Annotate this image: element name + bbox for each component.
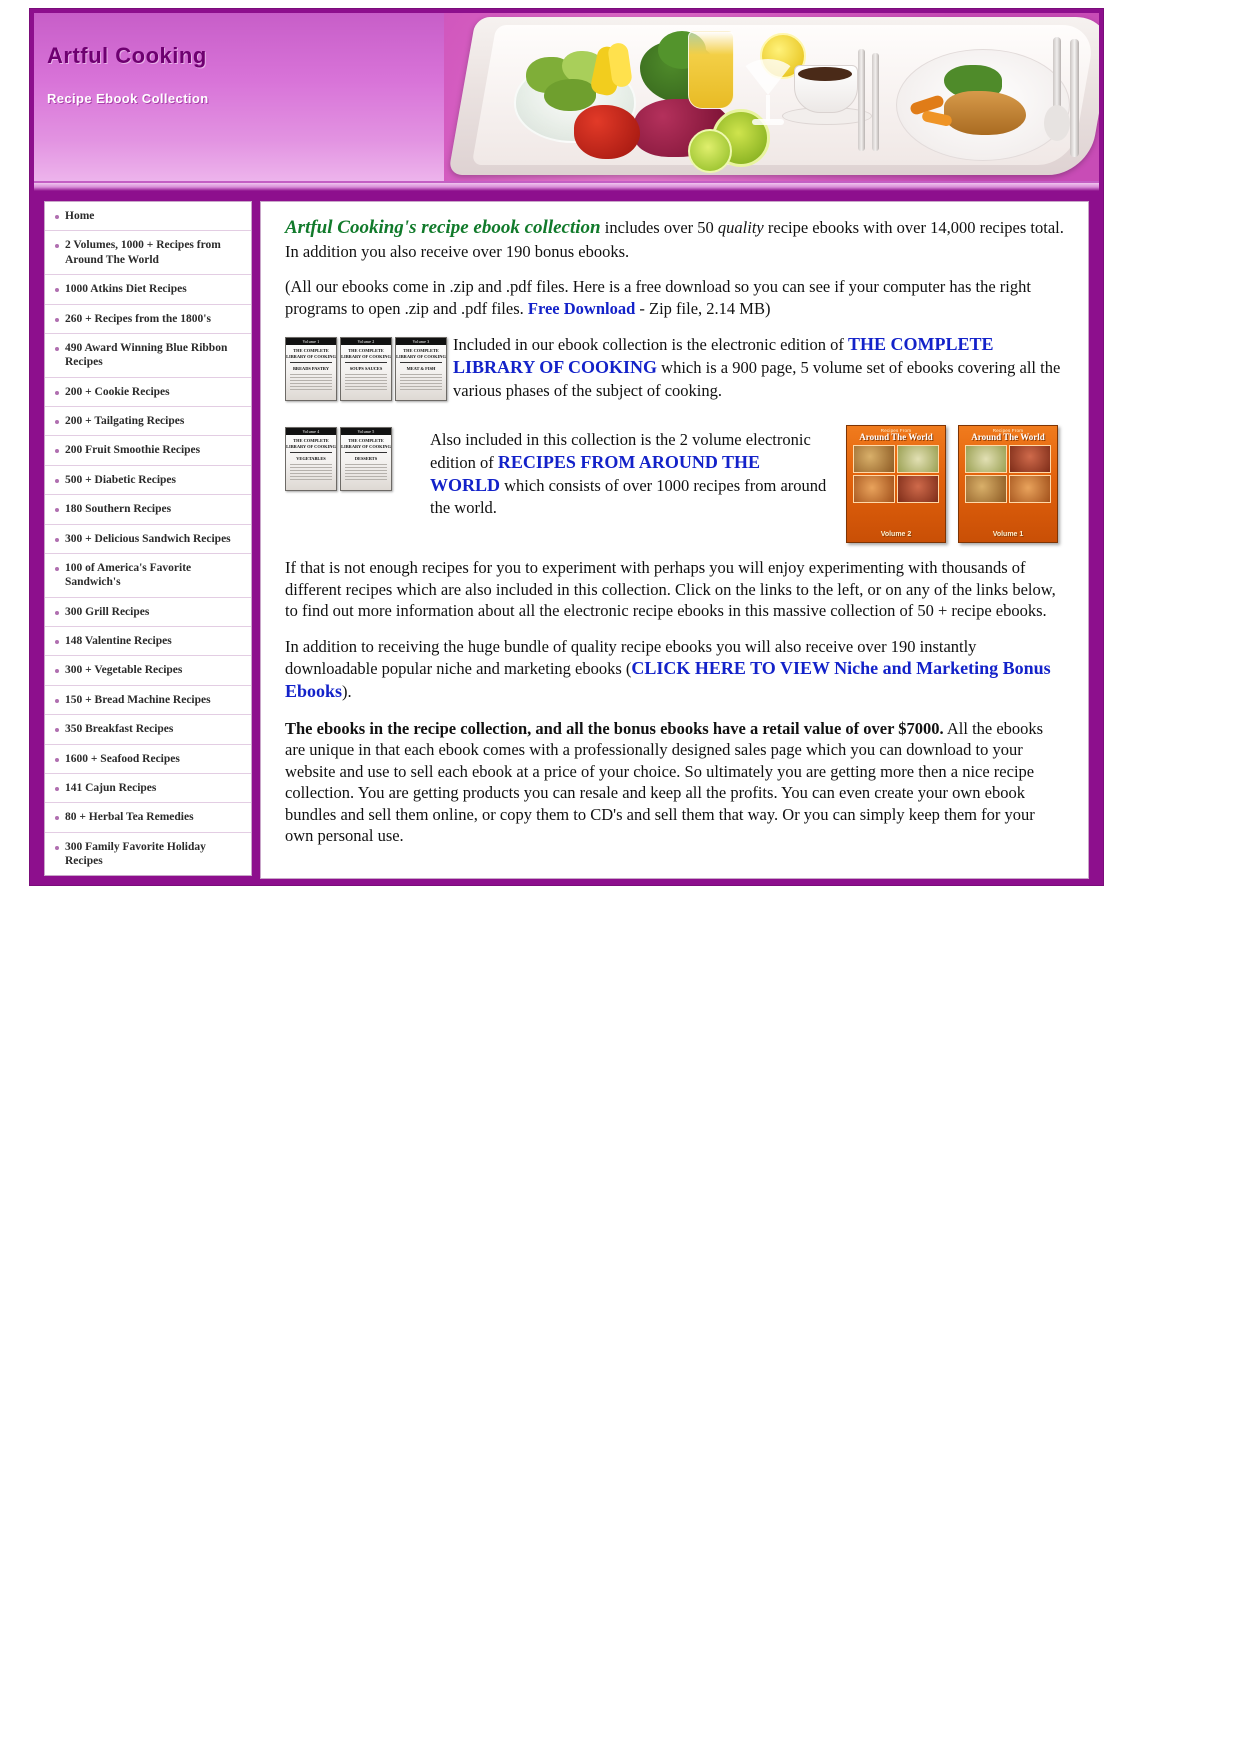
bullet-icon [55,347,59,351]
book-subtitle-text: VEGETABLES [296,456,326,462]
site-title: Artful Cooking [47,43,207,68]
coffee-liquid [798,67,852,81]
book-subtitle-text: SOUPS SAUCES [349,365,383,371]
red-pepper-icon [574,105,640,159]
book-rule [345,452,387,453]
book-title-text: THE COMPLETE LIBRARY OF COOKING [286,348,336,359]
sidebar-item-label: 300 + Vegetable Recipes [65,664,183,677]
sidebar-item-label: 1000 Atkins Diet Recipes [65,283,187,296]
library-part1: Included in our ebook collection is the electronic edition of [453,335,848,354]
bonus-ebooks-link[interactable]: CLICK HERE TO VIEW Niche and Marketing Bonus Ebooks [285,657,1051,702]
book-cover [285,427,337,491]
main-content [260,201,1089,879]
book-subtitle-text: DESSERTS [354,456,378,462]
book-title-text: THE COMPLETE LIBRARY OF COOKING [396,348,446,359]
martini-base [752,119,784,125]
library-part2: which is a 900 page, 5 volume set of ebooks covering all the various phases of the subject of cooking. [453,358,1061,400]
sidebar-item-home[interactable] [45,202,251,231]
sidebar-item-label: 500 + Diabetic Recipes [65,473,176,486]
sidebar-item-180-southern-recipes[interactable] [45,495,251,524]
bullet-icon [55,288,59,292]
book-volume-label: Volume 2 [880,531,912,539]
book-title-text: Around The World [859,432,933,443]
sidebar-item-label: 1600 + Seafood Recipes [65,752,180,765]
bullet-icon [55,538,59,542]
intro-paragraph [285,216,1064,262]
bonus-part1: In addition to receiving the huge bundle of quality recipe ebooks you will also receive over 190 instantly downloadable popular niche and marketing ebooks ( [285,636,977,678]
book-header-text: Recipes From [880,428,912,434]
fork-icon [858,49,865,151]
bullet-icon [55,816,59,820]
bullet-icon [55,391,59,395]
book-lines [400,374,442,390]
martini-glass-icon [740,59,796,95]
book-rule [345,362,387,363]
sidebar-item-label: 141 Cajun Recipes [65,781,157,794]
bullet-icon [55,449,59,453]
sidebar-item-label: 300 Grill Recipes [65,605,150,618]
sidebar-item-200-tailgating-recipes[interactable] [45,407,251,436]
sidebar-item-label: 260 + Recipes from the 1800's [65,312,211,325]
intro-part2: recipe ebooks with over 14,000 recipes total. In addition you also receive over 190 bonus ebooks. [285,218,1064,261]
sidebar-item-label: 490 Award Winning Blue Ribbon Recipes [65,341,228,369]
sidebar-item-label: 100 of America's Favorite Sandwich's [65,561,192,589]
fork-icon [872,53,879,151]
intro-part1: includes over 50 [600,218,718,237]
free-download-link[interactable]: Free Download [527,298,636,318]
more-recipes-paragraph: If that is not enough recipes for you to experiment with perhaps you will enjoy experimenting with thousands of different recipes which are also included in this collection. Click on the links to the left, or on any of the links below, to find out more information about all the electronic recipe ebooks in this massive collection of 50 + recipe ebooks. [285,558,1056,621]
sidebar-item-80-herbal-tea-remedies[interactable] [45,803,251,832]
site-container [29,8,1104,886]
bullet-icon [55,420,59,424]
book-title-text: THE COMPLETE LIBRARY OF COOKING [341,348,391,359]
around-world-book-cover [958,425,1058,543]
book-volume-label: Volume 5 [341,428,391,435]
bullet-icon [55,318,59,322]
sidebar-item-label: 2 Volumes, 1000 + Recipes from Around The World [65,239,221,266]
book-lines [290,374,332,390]
bullet-icon [55,567,59,571]
site-banner [34,13,1099,183]
book-cover [285,337,337,401]
formats-part1: (All our ebooks come in .zip and .pdf files. Here is a free download so you can see if your computer has the right programs to open .zip and .pdf files. [285,277,1031,318]
sidebar-item-148-valentine-recipes[interactable] [45,627,251,656]
sidebar-item-label: 148 Valentine Recipes [65,635,172,647]
sidebar-item-label: 350 Breakfast Recipes [65,723,174,736]
sidebar-item-label: Home [65,210,95,222]
value-bold-text: The ebooks in the recipe collection, and all the bonus ebooks have a retail value of over $7000. [285,718,944,738]
recipes-around-world-link[interactable]: RECIPES FROM AROUND THE WORLD [430,451,761,496]
book-title-text: Around The World [971,432,1045,443]
book-title-text: THE COMPLETE LIBRARY OF COOKING [286,438,336,450]
content-area [34,191,1099,879]
library-book-covers-row1 [285,337,445,399]
site-subtitle: Recipe Ebook Collection [47,91,209,106]
around-the-world-book-covers [846,425,1064,543]
sidebar-item-300-vegetable-recipes[interactable] [45,656,251,685]
sidebar-item-2-volumes-1000-recipes-from-around-the-world[interactable] [45,231,251,275]
bullet-icon [55,699,59,703]
sidebar-item-label: 150 + Bread Machine Recipes [65,693,211,706]
sidebar-item-141-cajun-recipes[interactable] [45,774,251,803]
sidebar-item-150-bread-machine-recipes[interactable] [45,686,251,715]
banner-divider [34,183,1099,191]
lime-icon [688,129,732,173]
around-world-part2: which consists of over 1000 recipes from around the world. [430,476,827,518]
book-subtitle-text: BREADS PASTRY [293,365,329,371]
book-subtitle-text: MEAT & FISH [406,365,436,371]
around-world-part1: Also included in this collection is the 2 volume electronic edition of [430,430,811,472]
book-volume-label: Volume 3 [396,338,446,345]
bullet-icon [55,728,59,732]
book-lines [345,464,387,480]
sidebar-item-label: 80 + Herbal Tea Remedies [65,811,194,824]
formats-paragraph [285,276,1064,319]
sidebar-item-100-of-america-s-favorite-sandwich-s[interactable] [45,554,251,598]
bullet-icon [55,758,59,762]
spoon-handle [1053,37,1061,111]
book-rule [290,362,332,363]
intro-emphasis: quality [717,218,764,237]
book-title-text: THE COMPLETE LIBRARY OF COOKING [341,438,391,450]
bullet-icon [55,215,59,219]
sidebar-nav [44,201,252,876]
value-paragraph [285,718,1064,847]
sidebar-item-label: 200 + Tailgating Recipes [65,415,185,427]
book-cover [340,427,392,491]
book-cover [395,337,447,401]
sidebar-item-1600-seafood-recipes[interactable] [45,745,251,774]
bullet-icon [55,669,59,673]
banner-food-photo [444,13,1099,181]
book-photo-grid [853,445,939,503]
sidebar-item-200-cookie-recipes[interactable] [45,378,251,407]
bullet-icon [55,244,59,248]
bonus-paragraph [285,636,1064,704]
bullet-icon [55,846,59,850]
book-rule [290,452,332,453]
complete-library-link[interactable]: THE COMPLETE LIBRARY OF COOKING [453,334,994,378]
book-rule [400,362,442,363]
library-book-covers-row2 [285,427,418,507]
book-lines [290,464,332,480]
intro-lead: Artful Cooking's recipe ebook collection [285,217,601,238]
sidebar-item-label: 200 + Cookie Recipes [65,385,170,398]
sidebar-item-500-diabetic-recipes[interactable] [45,466,251,495]
book-volume-label: Volume 1 [286,338,336,345]
formats-part2: - Zip file, 2.14 MB) [635,298,771,318]
sidebar-item-260-recipes-from-the-1800-s[interactable] [45,305,251,334]
book-photo-grid [965,445,1051,503]
bullet-icon [55,611,59,615]
book-volume-label: Volume 4 [286,428,336,435]
around-world-book-cover [846,425,946,543]
sidebar-item-300-family-favorite-holiday-recipes[interactable] [45,833,251,876]
sidebar-item-label: 300 + Delicious Sandwich Recipes [65,532,231,545]
book-lines [345,374,387,390]
martini-stem [766,95,770,121]
book-volume-label: Volume 2 [341,338,391,345]
bonus-part2: ). [342,682,352,702]
bullet-icon [55,787,59,791]
book-volume-label: Volume 1 [992,531,1024,539]
sidebar-item-200-fruit-smoothie-recipes[interactable] [45,436,251,465]
sidebar-item-1000-atkins-diet-recipes[interactable] [45,275,251,304]
book-header-text: Recipes From [992,428,1024,434]
sidebar-item-label: 300 Family Favorite Holiday Recipes [65,840,206,867]
sidebar-item-350-breakfast-recipes[interactable] [45,715,251,744]
bullet-icon [55,508,59,512]
sidebar-item-label: 200 Fruit Smoothie Recipes [65,444,201,457]
spoon-icon [1044,105,1070,141]
juice-glass-icon [688,31,734,109]
lettuce-icon [544,79,596,111]
around-world-section [285,423,1064,549]
knife-icon [1070,39,1079,157]
bullet-icon [55,640,59,644]
sidebar-item-label: 180 Southern Recipes [65,503,172,516]
chicken-cutlet-icon [944,91,1026,135]
library-section [285,333,1064,415]
sidebar-item-300-grill-recipes[interactable] [45,598,251,627]
bullet-icon [55,479,59,483]
book-cover [340,337,392,401]
sidebar-item-490-award-winning-blue-ribbon-recipes[interactable] [45,334,251,378]
sidebar-item-300-delicious-sandwich-recipes[interactable] [45,525,251,554]
value-rest-text: All the ebooks are unique in that each ebook comes with a professionally designed sales page which you can download to your website and use to sell each ebook at a price of your choice. So ultimately you are getting more then a nice recipe collection. You are getting products you can resale and keep all the profits. You can even create your own ebook bundles and sell them online, or copy them to CD's and sell them that way. Or you can simply keep them for your own personal use. [285,718,1044,845]
